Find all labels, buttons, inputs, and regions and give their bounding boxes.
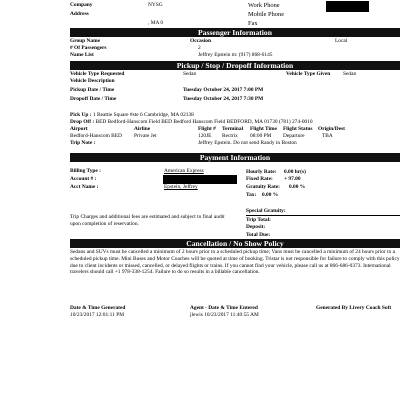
tax-label: Tax: [246, 192, 257, 198]
occasion-label: Occasion [190, 38, 211, 44]
generated-value: 10/23/2017 12:01:11 PM [70, 312, 125, 318]
dropoff-time-value: Tuesday October 24, 2017 7:30 PM [183, 96, 264, 102]
passenger-header: Passenger Information [70, 28, 400, 37]
name-list-label: Name List [70, 52, 94, 58]
fixed-rate-label: Fixed Rate: [246, 176, 273, 182]
flight-header-origin: Origin/Dest [318, 126, 345, 132]
generated-label: Date & Time Generated [70, 305, 126, 311]
company-value: NYSG [148, 2, 163, 8]
occasion-value: Local [335, 38, 348, 44]
agent-label: Agent - Date & Time Entered [190, 305, 258, 311]
mobile-phone-label: Mobile Phone [248, 11, 285, 18]
flight-airport: Bedford-Hanscom BED [70, 133, 122, 139]
redaction-phone [326, 1, 369, 12]
vehicle-given-value: Sedan [343, 71, 357, 77]
vehicle-given-label: Vehicle Type Given [286, 71, 331, 77]
flight-origin: TBA [322, 133, 333, 139]
drop-off-address [70, 119, 313, 125]
cancellation-text: Sedans and SUVs must be cancelled a minimum of 2 hours prior to a scheduled pickup time; Vans must be cancelled a minimum of 24 hours prior to a scheduled pickup time. Mini Buses and Motor Coaches will be quoted at time of booking. Tristar is not responsible for failure to comply with this policy due to client incidents or missed, cancelled, or delayed flights or trains. If you cannot find your vehicle, please call us at 866-686-0373. International travelers should call +1 978-338-1254. Failure to do so results in a billable cancellation. [70, 249, 400, 276]
cancellation-header: Cancellation / No Show Policy [70, 239, 400, 248]
work-phone-label: Work Phone [248, 2, 280, 9]
company-label: Company [70, 2, 93, 8]
pickup-time-label: Pickup Date / Time [70, 87, 115, 93]
group-name-label: Group Name [70, 38, 100, 44]
name-list-value: Jeffrey Epstein m: (917) 868-6145 [198, 52, 273, 58]
acct-name-label: Acct Name : [70, 184, 99, 190]
city-state: , MA 0 [148, 20, 164, 26]
redaction-account-number [163, 175, 237, 184]
pickup-header: Pickup / Stop / Dropoff Information [70, 61, 400, 70]
fixed-rate-value: + 97.00 [284, 176, 301, 182]
account-label: Account # : [70, 176, 97, 182]
trip-note-label: Trip Note : [70, 140, 96, 146]
pick-up-value: 1 Beattie Square #ste 6 Cambridge, MA 02138 [92, 112, 194, 118]
agent-value: jlewis 10/23/2017 11:40:55 AM [190, 312, 259, 318]
flight-airline: Private Jet [134, 133, 157, 139]
billing-type-label: Billing Type : [70, 168, 101, 174]
flight-header-time: Flight Time [250, 126, 277, 132]
fax-label: Fax [248, 20, 258, 27]
gratuity-rate-label: Gratuity Rate: [246, 184, 280, 190]
flight-header-airport: Airport [70, 126, 88, 132]
flight-header-airline: Airline [134, 126, 151, 132]
special-gratuity-label: Special Gratuity: [246, 208, 286, 214]
flight-header-terminal: Terminal [222, 126, 244, 132]
drop-off-value: BED Bedford-Hanscom Field BED Bedford Hanscom Field BEDFORD, MA 01730 (781) 274-0010 [95, 119, 313, 125]
vehicle-requested-label: Vehicle Type Requested [70, 71, 125, 77]
gratuity-rate-value: 0.00 % [289, 184, 306, 190]
drop-off-label: Drop Off : [70, 119, 95, 125]
pickup-time-value: Tuesday October 24, 2017 7:00 PM [183, 87, 264, 93]
flight-status: Departure [283, 133, 305, 139]
vehicle-description-label: Vehicle Description [70, 78, 115, 84]
payment-divider [246, 215, 400, 216]
passengers-value: 2 [198, 45, 201, 51]
flight-number: 120JE [198, 133, 212, 139]
charges-note: Trip Charges and additional fees are estimated and subject to final audit upon completion of reservation. [70, 214, 225, 227]
flight-header-status: Flight Status [283, 126, 313, 132]
pick-up-address [70, 112, 194, 118]
hourly-rate-value: 0.00 hr(s) [284, 169, 306, 175]
address-label: Address [70, 11, 89, 17]
vehicle-requested-value: Sedan [183, 71, 197, 77]
hourly-rate-label: Hourly Rate: [246, 169, 277, 175]
flight-time: 08:00 PM [250, 133, 272, 139]
deposit-label: Deposit: [246, 224, 266, 230]
total-due-label: Total Due: [246, 232, 271, 238]
tax-value: 0.00 % [262, 192, 279, 198]
flight-header-flight-number: Flight # [198, 126, 216, 132]
flight-terminal: Rectrix [222, 133, 238, 139]
trip-note-value: Jeffrey Epstein. Do not send Randy in Boston [198, 140, 297, 146]
trip-total-label: Trip Total: [246, 217, 271, 223]
acct-name-value: Epstein, Jeffrey [164, 184, 198, 190]
dropoff-time-label: Dropoff Date / Time [70, 96, 117, 102]
billing-type-value: American Express [164, 168, 204, 174]
payment-header: Payment Information [70, 153, 400, 162]
passengers-label: # Of Passengers [70, 45, 107, 51]
generated-by: Generated By Livery Coach Soft [316, 305, 392, 311]
pick-up-label: Pick Up : [70, 112, 92, 118]
